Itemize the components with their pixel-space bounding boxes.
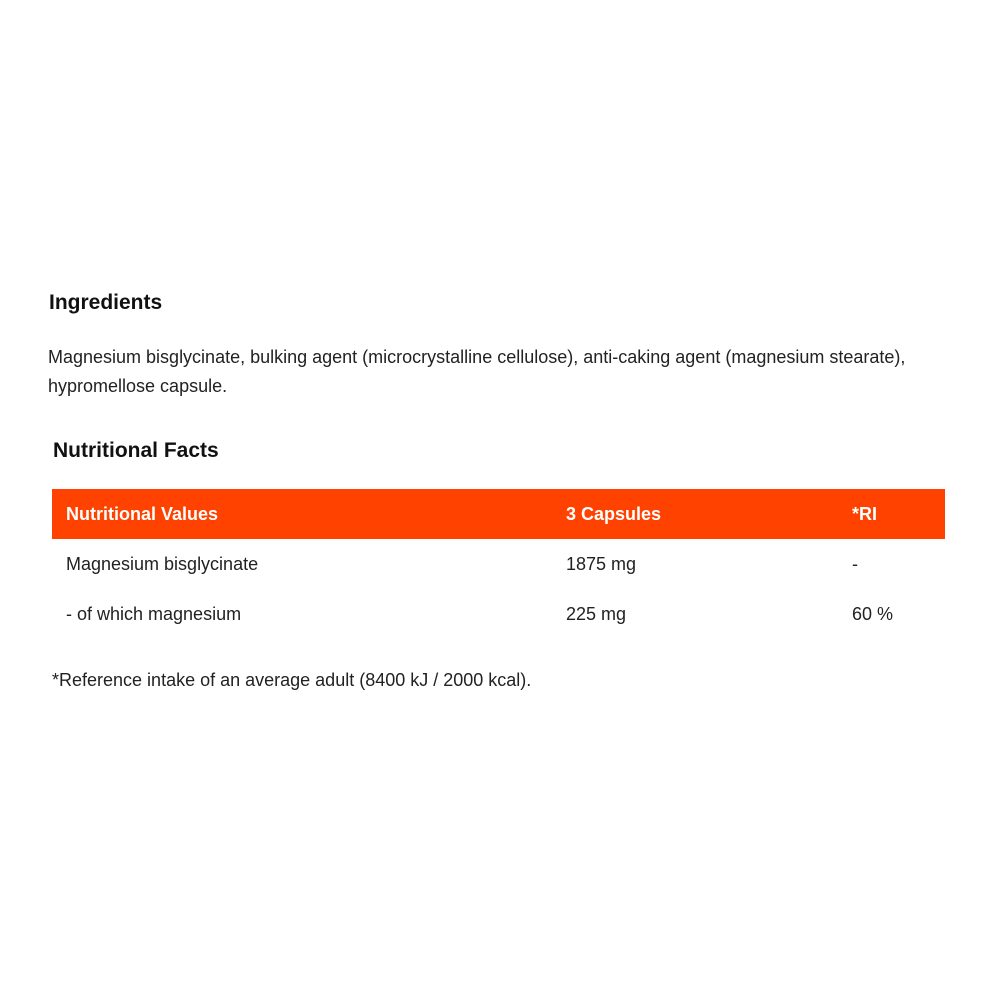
column-header-ri: *RI xyxy=(852,503,878,524)
ingredients-text: Magnesium bisglycinate, bulking agent (microcrystalline cellulose), anti-caking agent (magnesium stearate), hypromellose capsule. xyxy=(48,347,906,396)
table-row xyxy=(52,589,945,639)
amount-cell: 225 mg xyxy=(566,603,627,624)
table-header-row xyxy=(52,489,945,539)
nutrient-name-cell: Magnesium bisglycinate xyxy=(66,553,259,574)
nutrient-name-cell: - of which magnesium xyxy=(66,603,242,624)
column-header-nutritional-values: Nutritional Values xyxy=(66,503,219,524)
nutrition-table-body xyxy=(52,539,945,639)
reference-intake-footnote: *Reference intake of an average adult (8400 kJ / 2000 kcal). xyxy=(52,670,532,690)
table-row xyxy=(52,539,945,589)
ri-cell: - xyxy=(852,553,858,574)
ingredients-heading: Ingredients xyxy=(49,291,163,314)
nutrition-table-header xyxy=(52,489,945,539)
nutrition-table xyxy=(52,489,945,639)
column-header-3-capsules: 3 Capsules xyxy=(566,503,662,524)
nutritional-facts-heading: Nutritional Facts xyxy=(53,439,219,462)
amount-cell: 1875 mg xyxy=(566,553,637,574)
ri-cell: 60 % xyxy=(852,603,894,624)
